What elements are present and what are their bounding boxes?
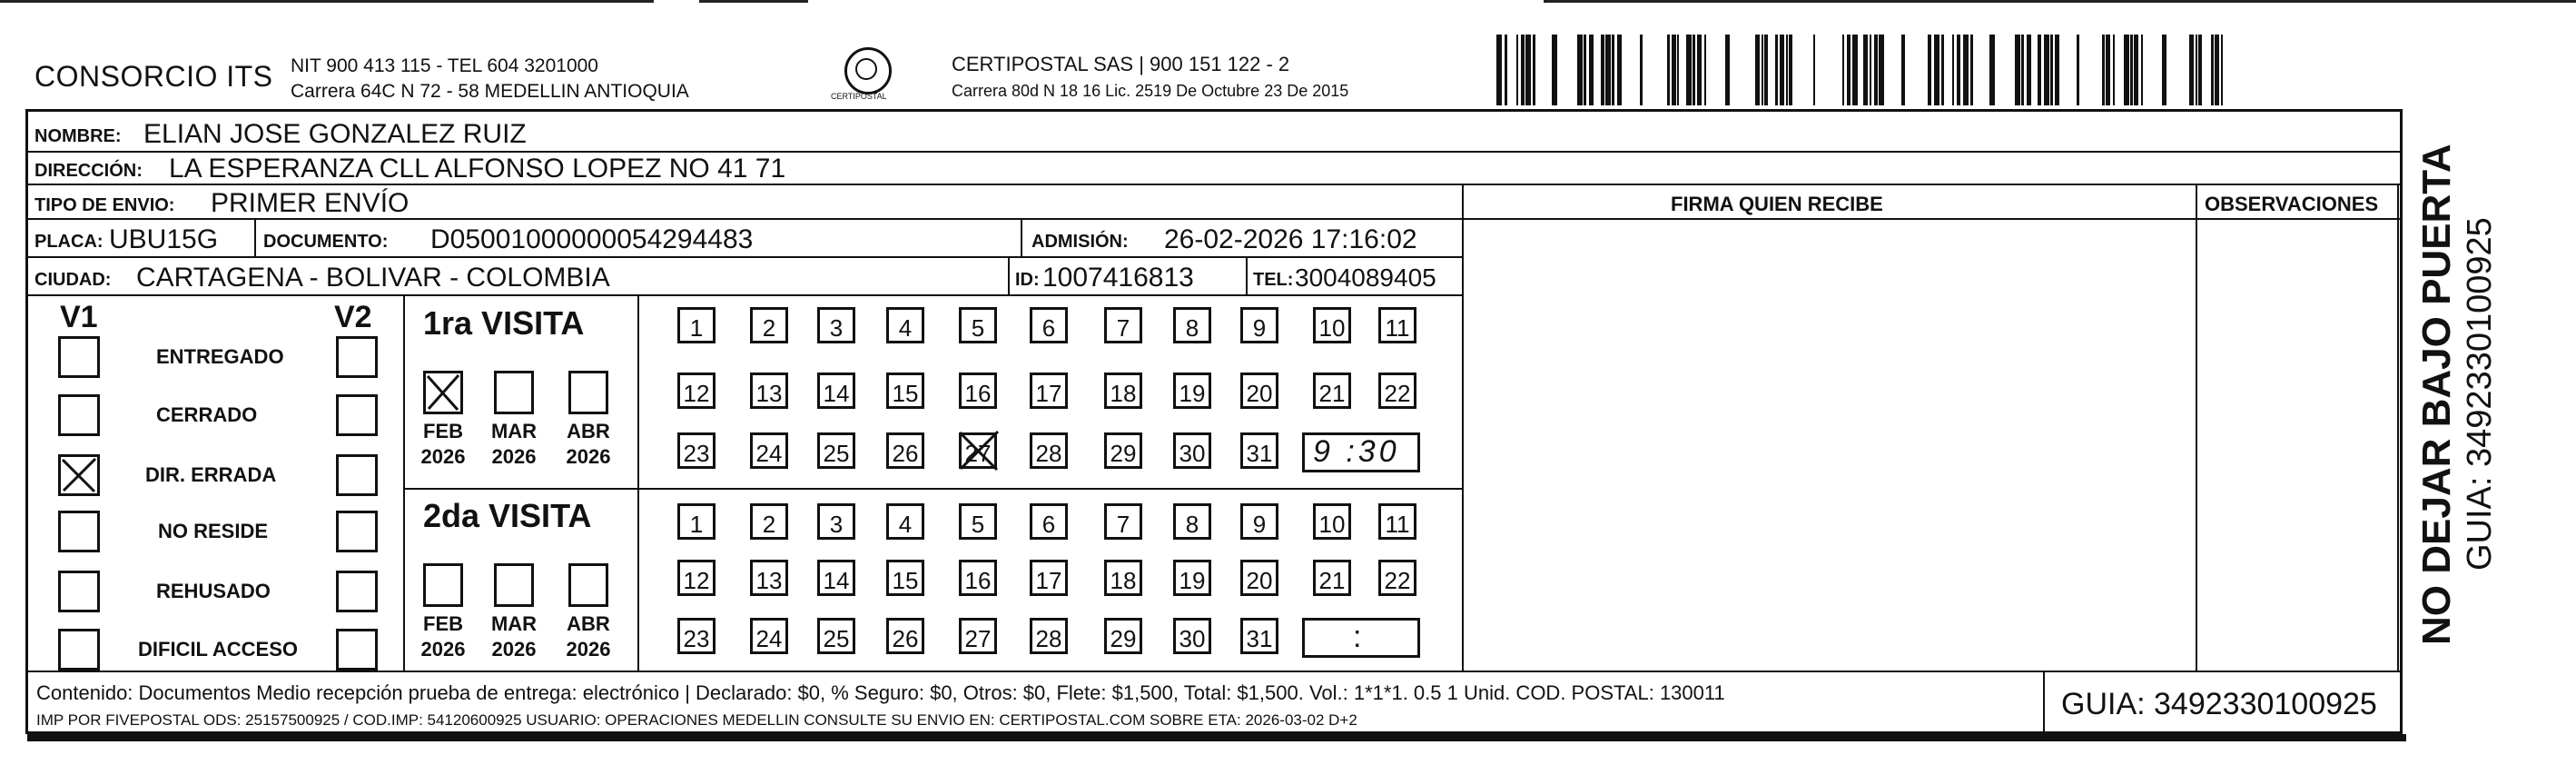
day-box[interactable] (750, 432, 788, 469)
day-number: 19 (1179, 567, 1206, 594)
v2-checkbox[interactable] (336, 629, 378, 671)
day-box[interactable] (1104, 618, 1142, 654)
day-box[interactable] (886, 373, 924, 409)
day-box[interactable] (1173, 373, 1211, 409)
day-number: 4 (898, 511, 913, 538)
day-number: 13 (755, 567, 783, 594)
day-box[interactable] (677, 432, 716, 469)
day-number: 30 (1179, 625, 1206, 652)
month-checkbox[interactable] (568, 563, 608, 607)
day-box[interactable] (1313, 373, 1351, 409)
day-box[interactable] (1313, 560, 1351, 596)
status-option-label: REHUSADO (156, 580, 271, 602)
day-number: 21 (1318, 567, 1346, 594)
day-number: 6 (1041, 511, 1056, 538)
day-box[interactable] (959, 560, 997, 596)
day-number: 8 (1185, 314, 1199, 342)
status-option-label: CERRADO (156, 403, 258, 426)
company-address: Carrera 64C N 72 - 58 MEDELLIN ANTIOQUIA (291, 81, 689, 102)
footer-guia-divider (2043, 671, 2045, 734)
top-edge-mark (1544, 0, 2576, 3)
day-box[interactable] (959, 503, 997, 540)
v2-header: V2 (334, 300, 372, 334)
month-check-mark (425, 373, 461, 412)
day-box[interactable] (1030, 373, 1068, 409)
observaciones-column-right (2397, 184, 2399, 671)
day-number: 8 (1185, 511, 1199, 538)
day-number: 16 (964, 567, 992, 594)
day-box[interactable] (1173, 432, 1211, 469)
day-number: 24 (755, 625, 783, 652)
v1-checkbox[interactable] (58, 511, 100, 552)
row-divider (27, 256, 1464, 258)
visit-divider (403, 488, 1464, 490)
v1-checkbox[interactable] (58, 629, 100, 671)
placa-value: UBU15G (109, 224, 219, 254)
day-number: 3 (829, 511, 844, 538)
nombre-value: ELIAN JOSE GONZALEZ RUIZ (143, 119, 527, 149)
status-option-label: DIR. ERRADA (145, 463, 277, 486)
status-option-label: NO RESIDE (158, 520, 269, 542)
documento-label: DOCUMENTO: (263, 232, 389, 252)
month-name: MAR (490, 612, 538, 635)
day-number: 6 (1041, 314, 1056, 342)
month-year: 2026 (420, 638, 466, 661)
firma-header: FIRMA QUIEN RECIBE (1671, 193, 1883, 215)
day-box[interactable] (750, 618, 788, 654)
day-number: 13 (755, 380, 783, 407)
observaciones-column-left (2196, 184, 2197, 671)
day-box[interactable] (1378, 560, 1416, 596)
day-box[interactable] (1030, 560, 1068, 596)
day-box[interactable] (750, 307, 788, 343)
day-number: 14 (823, 380, 850, 407)
day-number: 26 (892, 440, 919, 467)
footer-guia: GUIA: 3492330100925 (2061, 687, 2377, 721)
day-number: 29 (1110, 440, 1137, 467)
side-guia: GUIA: 3492330100925 (2461, 217, 2499, 571)
day-box[interactable] (1030, 432, 1068, 469)
month-checkbox[interactable] (494, 371, 534, 414)
id-label: ID: (1015, 270, 1040, 290)
day-box[interactable] (1173, 503, 1211, 540)
day-number: 21 (1318, 380, 1346, 407)
day-number: 10 (1318, 314, 1346, 342)
day-box[interactable] (1173, 618, 1211, 654)
visit-1-title: 1ra VISITA (423, 304, 585, 342)
day-number: 18 (1110, 567, 1137, 594)
ciudad-value: CARTAGENA - BOLIVAR - COLOMBIA (136, 263, 610, 293)
day-number: 12 (683, 567, 710, 594)
day-number: 5 (971, 511, 985, 538)
day-box[interactable] (1378, 307, 1416, 343)
tipo-envio-value: PRIMER ENVÍO (211, 188, 410, 218)
day-number: 22 (1384, 380, 1411, 407)
month-year: 2026 (566, 445, 611, 468)
v2-checkbox[interactable] (336, 394, 378, 436)
day-box[interactable] (677, 503, 716, 540)
certipostal-logo-inner (855, 58, 877, 80)
day-number: 25 (823, 440, 850, 467)
documento-value: D05001000000054294483 (430, 224, 754, 254)
day-box[interactable] (817, 432, 855, 469)
day-box[interactable] (1240, 560, 1278, 596)
tel-value: 3004089405 (1295, 263, 1436, 292)
day-box[interactable] (959, 618, 997, 654)
day-box[interactable] (750, 503, 788, 540)
day-number: 9 (1252, 511, 1267, 538)
day-box[interactable] (886, 307, 924, 343)
month-name: ABR (567, 420, 610, 442)
placa-divider (254, 218, 256, 256)
v1-checkbox[interactable] (58, 394, 100, 436)
day-number: 20 (1246, 567, 1273, 594)
day-box[interactable] (1173, 307, 1211, 343)
side-warning: NO DEJAR BAJO PUERTA (2414, 144, 2459, 645)
day-number: 19 (1179, 380, 1206, 407)
day-box[interactable] (886, 432, 924, 469)
firma-column-left (1462, 184, 1464, 671)
logo-text: CERTIPOSTAL (831, 92, 887, 101)
day-box[interactable] (817, 373, 855, 409)
row-divider (27, 218, 1464, 220)
day-number: 27 (964, 440, 992, 467)
day-box[interactable] (817, 307, 855, 343)
day-box[interactable] (1030, 618, 1068, 654)
day-number: 31 (1246, 440, 1273, 467)
day-number: 17 (1035, 567, 1062, 594)
day-number: 2 (762, 314, 776, 342)
row-divider (1464, 218, 2401, 220)
v2-checkbox[interactable] (336, 336, 378, 378)
footer-imp-line: IMP POR FIVEPOSTAL ODS: 25157500925 / COD.IMP: 54120600925 USUARIO: OPERACIONES MEDELLIN CONSULTE SU ENVIO EN: CERTIPOSTAL.COM SOBRE ETA: 2026-03-02 D+2 (36, 711, 1357, 729)
v2-checkbox[interactable] (336, 454, 378, 496)
day-number: 10 (1318, 511, 1346, 538)
day-number: 1 (689, 511, 704, 538)
day-box[interactable] (886, 618, 924, 654)
day-box[interactable] (1240, 373, 1278, 409)
month-name: FEB (423, 420, 463, 442)
company-name: CONSORCIO ITS (35, 60, 273, 93)
day-number: 16 (964, 380, 992, 407)
day-number: 28 (1035, 440, 1062, 467)
months-days-divider (637, 294, 639, 671)
day-box[interactable] (1030, 503, 1068, 540)
tel-label: TEL: (1253, 270, 1294, 290)
day-box[interactable] (959, 373, 997, 409)
day-number: 14 (823, 567, 850, 594)
day-number: 9 (1252, 314, 1267, 342)
admision-divider (1021, 218, 1022, 256)
day-box[interactable] (817, 503, 855, 540)
month-year: 2026 (566, 638, 611, 661)
day-box[interactable] (1378, 373, 1416, 409)
day-box[interactable] (817, 618, 855, 654)
month-name: FEB (423, 612, 463, 635)
day-box[interactable] (1240, 618, 1278, 654)
day-box[interactable] (817, 560, 855, 596)
day-box[interactable] (677, 307, 716, 343)
day-box[interactable] (677, 560, 716, 596)
day-box[interactable] (1378, 503, 1416, 540)
day-number: 12 (683, 380, 710, 407)
v1-checkbox[interactable] (58, 336, 100, 378)
certipostal-address: Carrera 80d N 18 16 Lic. 2519 De Octubre 23 De 2015 (952, 82, 1349, 100)
day-number: 27 (964, 625, 992, 652)
day-number: 25 (823, 625, 850, 652)
day-number: 18 (1110, 380, 1137, 407)
top-edge-mark (699, 0, 808, 3)
day-number: 11 (1385, 511, 1410, 538)
day-box[interactable] (959, 307, 997, 343)
day-box[interactable] (1240, 432, 1278, 469)
month-checkbox[interactable] (568, 371, 608, 414)
month-name: MAR (490, 420, 538, 442)
day-check-mark (957, 429, 1001, 472)
day-number: 5 (971, 314, 985, 342)
day-box[interactable] (1104, 503, 1142, 540)
tel-divider (1246, 256, 1248, 294)
v2-checkbox[interactable] (336, 511, 378, 552)
day-box[interactable] (1313, 503, 1351, 540)
day-box[interactable] (1104, 307, 1142, 343)
certipostal-name: CERTIPOSTAL SAS | 900 151 122 - 2 (952, 53, 1290, 75)
day-box[interactable] (750, 560, 788, 596)
month-checkbox[interactable] (494, 563, 534, 607)
top-edge-mark (0, 0, 654, 3)
admision-value: 26-02-2026 17:16:02 (1164, 224, 1417, 254)
day-number: 31 (1246, 625, 1273, 652)
id-value: 1007416813 (1042, 263, 1194, 293)
admision-label: ADMISIÓN: (1031, 232, 1129, 252)
row-divider (27, 294, 1464, 296)
direccion-label: DIRECCIÓN: (35, 161, 143, 181)
day-number: 7 (1116, 314, 1130, 342)
v1-checkbox[interactable] (58, 571, 100, 612)
day-number: 15 (892, 380, 919, 407)
day-number: 3 (829, 314, 844, 342)
status-visits-divider (403, 294, 405, 671)
nombre-label: NOMBRE: (35, 126, 122, 146)
status-option-label: DIFICIL ACCESO (138, 638, 299, 661)
day-number: 26 (892, 625, 919, 652)
month-name: ABR (567, 612, 610, 635)
direccion-value: LA ESPERANZA CLL ALFONSO LOPEZ NO 41 71 (169, 154, 786, 184)
observaciones-header: OBSERVACIONES (2205, 193, 2379, 215)
month-year: 2026 (491, 445, 537, 468)
visit-2-title: 2da VISITA (423, 497, 592, 534)
day-box[interactable] (677, 618, 716, 654)
day-number: 28 (1035, 625, 1062, 652)
day-number: 15 (892, 567, 919, 594)
day-number: 7 (1116, 511, 1130, 538)
day-box[interactable] (1104, 560, 1142, 596)
day-box[interactable] (1104, 432, 1142, 469)
day-number: 29 (1110, 625, 1137, 652)
v2-checkbox[interactable] (336, 571, 378, 612)
day-box[interactable] (1313, 307, 1351, 343)
day-number: 30 (1179, 440, 1206, 467)
day-number: 23 (683, 625, 710, 652)
month-checkbox[interactable] (423, 563, 463, 607)
month-year: 2026 (491, 638, 537, 661)
day-number: 20 (1246, 380, 1273, 407)
day-box[interactable] (1173, 560, 1211, 596)
v1-header: V1 (60, 300, 98, 334)
v1-check-mark (60, 456, 98, 494)
frame-bottom-shadow (27, 734, 2406, 741)
day-box[interactable] (1240, 307, 1278, 343)
day-box[interactable] (1030, 307, 1068, 343)
company-nit: NIT 900 413 115 - TEL 604 3201000 (291, 55, 598, 76)
day-number: 23 (683, 440, 710, 467)
month-year: 2026 (420, 445, 466, 468)
time-value: : (1353, 620, 1366, 654)
day-number: 22 (1384, 567, 1411, 594)
day-box[interactable] (750, 373, 788, 409)
barcode (1496, 35, 2223, 105)
placa-label: PLACA: (35, 232, 104, 252)
footer-contenido: Contenido: Documentos Medio recepción prueba de entrega: electrónico | Declarado: $0, % Seguro: $0, Otros: $0, Flete: $1,500, Total: $1,500. Vol.: 1*1*1. 0.5 1 Unid. COD. POSTAL: 130011 (36, 681, 1725, 704)
day-box[interactable] (886, 560, 924, 596)
tipo-envio-label: TIPO DE ENVIO: (35, 195, 175, 215)
day-box[interactable] (886, 503, 924, 540)
day-box[interactable] (1240, 503, 1278, 540)
day-box[interactable] (677, 373, 716, 409)
day-number: 17 (1035, 380, 1062, 407)
status-option-label: ENTREGADO (156, 345, 284, 368)
day-number: 11 (1385, 314, 1410, 342)
day-number: 24 (755, 440, 783, 467)
ciudad-label: CIUDAD: (35, 270, 112, 290)
row-divider (1464, 184, 2401, 185)
day-number: 4 (898, 314, 913, 342)
day-number: 2 (762, 511, 776, 538)
day-box[interactable] (1104, 373, 1142, 409)
day-number: 1 (689, 314, 704, 342)
row-divider (27, 151, 2401, 153)
id-divider (1008, 256, 1010, 294)
time-value: 9 :30 (1313, 434, 1400, 469)
